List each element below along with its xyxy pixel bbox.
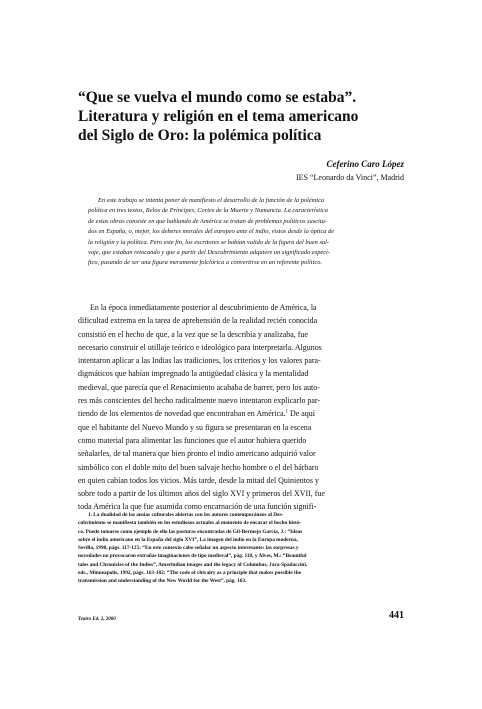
footnote-line: tales and Chronicles of the Indies”, Amerindian images and the legacy of Columbus, Jara-Spadaccini, — [78, 561, 308, 568]
abstract-line: vaje, que estaban retocando y que a partir del Descubrimiento adquiere un significado especí- — [88, 249, 330, 257]
body-line: En la época inmediatamente posterior al descubrimiento de América, la — [90, 303, 317, 312]
page-number: 441 — [389, 610, 404, 621]
body-line: medieval, que parecía que el Renacimiento acababa de barrer, pero los auto- — [78, 382, 320, 392]
abstract — [88, 196, 406, 269]
body-line — [78, 407, 408, 420]
body-line: res más conscientes del hecho radicalmente nuevo intentaron explicarlo par- — [78, 396, 321, 406]
footnotes — [78, 511, 408, 586]
title-line-2: Literatura y religión en el tema americano — [78, 108, 359, 125]
abstract-line: la religión y la política. Pero este fin, los escritores se habían valido de la figura del buen sal- — [88, 238, 330, 246]
body-line: que el habitante del Nuevo Mundo y su figura se presentaran en la escena — [78, 422, 312, 432]
body-line: toda América la que fue asumida como encarnación de una función signifi- — [78, 502, 317, 512]
body-line: simbólico con el doble mito del buen salvaje hecho hombre o el del bárbaro — [78, 462, 319, 472]
title-line-3: del Siglo de Oro: la polémica política — [78, 127, 322, 144]
body-line: señalarles, de tal manera que bien pronto el indio americano adquirió valor — [78, 449, 316, 459]
footnote-line: novedades no provocaron extrañas imaginaciones de tipo medieval”, pág. 118, y Alves, M.: “Beautiful — [78, 553, 307, 560]
abstract-line: dos en España, o, mejor, los deberes morales del europeo ante el indio, vistos desde la óptica de — [88, 228, 335, 236]
footnote-line: sobre el indio americano en la España del siglo XVI”, La imagen del indio en la Europa moderna, — [78, 536, 298, 543]
footnote-line: Sevilla, 1990, págs. 117-125: “En este contexto cabe señalar un aspecto interesante: las sorpresas y — [78, 545, 299, 552]
footnote-line: eds., Minneapolis, 1992, págs. 163-182: “The code of chivalry as a principle that makes possible the — [78, 570, 302, 577]
body-line-text: tiendo de los elementos de novedad que encontraban en América. — [78, 409, 286, 419]
abstract-line: de estas obras consiste en que hablando de América se tratan de problemas políticos suscita- — [88, 217, 327, 225]
body-line: como material para alimentar las funciones que el autor hubiera querido — [78, 435, 307, 445]
body-line: en quien cabían todos los vicios. Más tarde, desde la mitad del Quinientos y — [78, 475, 319, 485]
abstract-line: En este trabajo se intenta poner de manifiesto el desarrollo de la función de la polémica — [98, 197, 325, 204]
body-text — [78, 301, 408, 514]
author-affiliation: IES “Leonardo da Vinci”, Madrid — [295, 173, 404, 182]
footnote-line: cubrimiento se manifiesta también en los estudiosos actuales al momento de encarar el hecho histó- — [78, 520, 302, 527]
footnote-line: transmission and understanding of the New World for the West”, pág. 163. — [78, 578, 247, 585]
body-line: dificultad extrema en la tarea de aprehensión de la realidad recién conocida — [78, 316, 318, 326]
body-line-tail: De aquí — [288, 409, 315, 419]
abstract-line: fico, pasando de ser una figura meramente folclórica a convertirse en un referente político. — [88, 259, 322, 267]
footnote-marker: 1 — [285, 409, 289, 415]
body-line: sobre todo a partir de los últimos años del siglo XVI y primeros del XVII, fue — [78, 489, 325, 499]
footnote-line: co. Puede tomarse como ejemplo de ello las posturas encontradas de Gil-Bermejo García, J.: “Ideas — [78, 528, 303, 535]
abstract-line: política en tres textos, Relox de Príncipes, Cortes de la Muerte y Numancia. La característica — [88, 207, 328, 215]
footnote-line: 1. La dualidad de las ansias culturales abiertas con los autores contemporáneos al Des- — [88, 512, 284, 518]
body-line: intentaron aplicar a las Indias las tradiciones, los criterios y los valores para- — [78, 356, 321, 366]
author-name: Ceferino Caro López — [326, 159, 404, 169]
author-block — [296, 158, 404, 184]
body-line: consistió en el hecho de que, a la vez que se la describía y analizaba, fue — [78, 329, 308, 339]
body-line: digmáticos que habían impregnado la antigüedad clásica y la mentalidad — [78, 369, 309, 379]
body-line: necesario construir el utillaje teórico e ideológico para interpretarla. Algunos — [78, 342, 322, 352]
title-line-1: “Que se vuelva el mundo como se estaba”. — [78, 89, 357, 106]
article-title — [78, 88, 418, 145]
journal-footer: Teatro Ed. 2, 2000 — [78, 617, 116, 622]
